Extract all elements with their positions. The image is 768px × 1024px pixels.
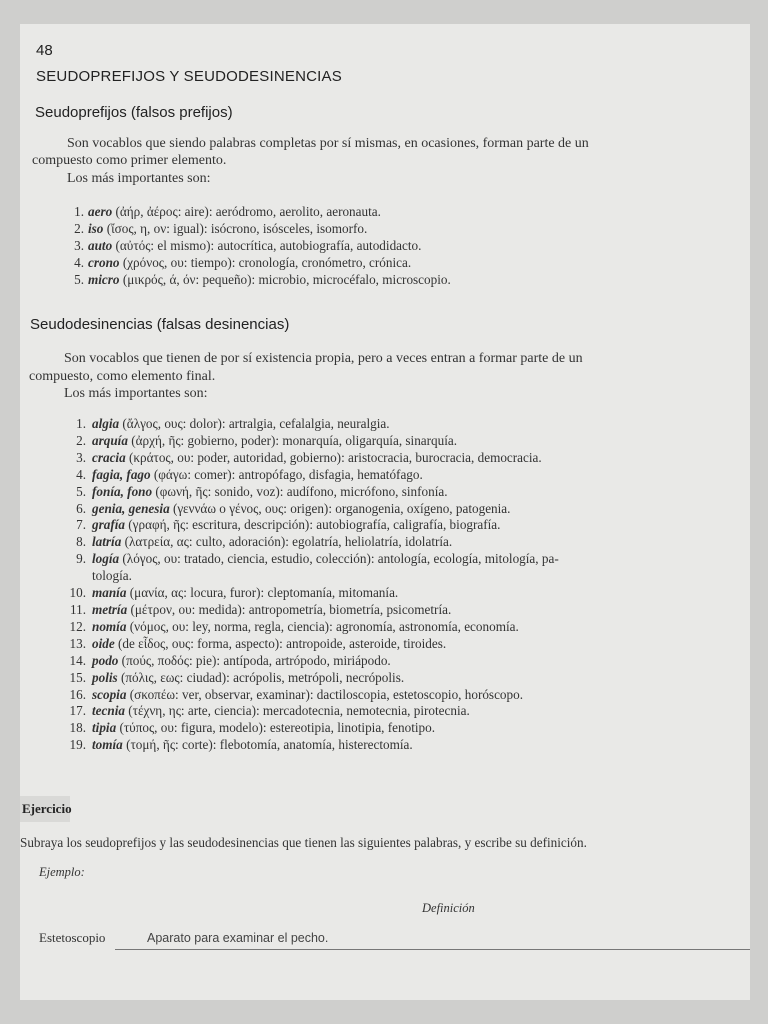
item-number: 1.	[74, 204, 84, 219]
item-definition: (de εἶδος, ους: forma, aspecto): antropoide, asteroide, tiroides.	[114, 635, 447, 651]
item-number: 4.	[74, 254, 84, 270]
item-number: 19.	[69, 737, 86, 753]
prefixes-intro-line-2: compuesto como primer elemento.	[32, 153, 227, 168]
suffixes-intro-line-1: Son vocablos que tienen de por sí existencia propia, pero a veces entran a formar parte de un	[64, 351, 583, 366]
item-term: tecnia	[92, 703, 125, 719]
item-term: grafía	[92, 517, 125, 533]
item-term: tipia	[92, 720, 117, 736]
item-term: iso	[88, 220, 104, 236]
item-definition: (σκοπέω: ver, observar, examinar): dactiloscopia, estetoscopio, horóscopo.	[126, 686, 523, 702]
item-number: 1.	[76, 416, 86, 431]
list-item	[50, 450, 559, 467]
list-item	[50, 467, 559, 484]
item-term: latría	[92, 534, 122, 550]
list-item	[50, 501, 559, 518]
section-title: SEUDOPREFIJOS Y SEUDODESINENCIAS	[36, 68, 342, 85]
item-term: algia	[92, 416, 120, 431]
item-term: micro	[88, 271, 120, 287]
item-term: fagia, fago	[92, 466, 151, 482]
list-item	[50, 416, 559, 433]
list-item	[66, 221, 451, 238]
list-item	[66, 255, 451, 272]
item-definition: (τέχνη, ης: arte, ciencia): mercadotecnia, nemotecnia, pirotecnia.	[124, 703, 470, 719]
suffixes-intro-line-2: compuesto, como elemento final.	[29, 369, 216, 384]
item-term: tomía	[92, 737, 123, 753]
book-page	[20, 24, 750, 1000]
item-number: 8.	[76, 534, 86, 550]
item-number: 5.	[76, 483, 86, 499]
item-number: 10.	[69, 585, 86, 601]
item-term: manía	[92, 585, 127, 601]
item-definition: (κράτος, ου: poder, autoridad, gobierno): aristocracia, burocracia, democracia.	[125, 449, 542, 465]
item-number: 12.	[69, 618, 86, 634]
item-definition: (αὐτός: el mismo): autocrítica, autobiografía, autodidacto.	[112, 237, 422, 253]
prefixes-intro-line-1: Son vocablos que siendo palabras completas por sí mismas, en ocasiones, forman parte de un	[67, 136, 589, 151]
suffixes-list	[50, 416, 559, 754]
list-item	[50, 720, 559, 737]
item-term: podo	[92, 652, 119, 668]
prefixes-list	[66, 204, 451, 289]
item-number: 13.	[69, 635, 86, 651]
item-definition: (ἀήρ, ἀέρος: aire): aeródromo, aerolito, aeronauta.	[112, 204, 381, 219]
item-term: arquía	[92, 432, 128, 448]
prefixes-heading: Seudoprefijos (falsos prefijos)	[35, 104, 233, 121]
suffixes-intro-line-3: Los más importantes son:	[64, 386, 208, 401]
exercise-instruction: Subraya los seudoprefijos y las seudodesinencias que tienen las siguientes palabras, y escribe su definición.	[20, 835, 587, 850]
list-item	[50, 703, 559, 720]
item-number: 16.	[69, 686, 86, 702]
list-item	[66, 204, 451, 221]
item-term: genia, genesia	[92, 500, 170, 516]
item-term: logía	[92, 551, 120, 567]
item-number: 2.	[74, 220, 84, 236]
item-term: nomía	[92, 618, 127, 634]
item-term: auto	[88, 237, 113, 253]
item-number: 17.	[69, 703, 86, 719]
exercise-word: Estetoscopio	[39, 930, 106, 945]
item-definition: (χρόνος, ου: tiempo): cronología, cronómetro, crónica.	[119, 254, 412, 270]
item-number: 5.	[74, 271, 84, 287]
item-number: 7.	[76, 517, 86, 533]
definition-header: Definición	[422, 901, 475, 915]
item-definition: (μέτρον, ου: medida): antropometría, biometría, psicometría.	[127, 601, 452, 617]
list-item	[50, 433, 559, 450]
item-definition: (φωνή, ῆς: sonido, voz): audífono, micrófono, sinfonía.	[152, 483, 448, 499]
list-item	[50, 619, 559, 636]
item-definition: (ἴσος, η, ον: igual): isócrono, isósceles, isomorfo.	[103, 220, 368, 236]
item-number: 6.	[76, 500, 86, 516]
list-item	[50, 653, 559, 670]
example-answer: Aparato para examinar el pecho.	[147, 931, 329, 945]
item-number: 9.	[76, 551, 86, 567]
prefixes-intro-line-3: Los más importantes son:	[67, 171, 211, 186]
item-term: scopia	[92, 686, 127, 702]
list-item	[50, 687, 559, 704]
item-term: oide	[92, 635, 115, 651]
item-definition: (λατρεία, ας: culto, adoración): egolatría, heliolatría, idolatría.	[121, 534, 453, 550]
item-definition: (πόλις, εως: ciudad): acrópolis, metrópoli, necrópolis.	[117, 669, 405, 685]
list-item	[50, 551, 559, 568]
list-item	[50, 568, 559, 585]
item-definition: (μικρός, ά, όν: pequeño): microbio, microcéfalo, microscopio.	[119, 271, 451, 287]
item-definition: (μανία, ας: locura, furor): cleptomanía, mitomanía.	[126, 585, 399, 601]
item-number: 3.	[74, 237, 84, 253]
item-definition: (ἀρχή, ῆς: gobierno, poder): monarquía, oligarquía, sinarquía.	[127, 432, 458, 448]
item-number: 2.	[76, 432, 86, 448]
item-term: polis	[92, 669, 118, 685]
item-term: aero	[88, 204, 113, 219]
item-number: 11.	[70, 601, 86, 617]
item-definition: (νόμος, ου: ley, norma, regla, ciencia): agronomía, astronomía, economía.	[126, 618, 519, 634]
list-item	[50, 636, 559, 653]
page-number: 48	[36, 42, 53, 59]
item-term: crono	[88, 254, 120, 270]
exercise-label: Ejercicio	[22, 801, 72, 816]
item-definition: (τύπος, ου: figura, modelo): estereotipia, linotipia, fenotipo.	[116, 720, 436, 736]
item-number: 18.	[69, 720, 86, 736]
item-term: metría	[92, 601, 128, 617]
item-number: 3.	[76, 449, 86, 465]
list-item	[66, 238, 451, 255]
item-number: 4.	[76, 466, 86, 482]
list-item	[50, 484, 559, 501]
item-definition: (γεννάω o γένος, ους: origen): organogenia, oxígeno, patogenia.	[169, 500, 511, 516]
answer-line	[115, 949, 750, 950]
item-definition: (πούς, ποδός: pie): antípoda, artrópodo, miriápodo.	[118, 652, 391, 668]
list-item	[50, 534, 559, 551]
list-item	[50, 737, 559, 754]
list-item	[50, 670, 559, 687]
item-definition: tología.	[92, 568, 132, 584]
item-definition: (φάγω: comer): antropófago, disfagia, hematófago.	[150, 466, 423, 482]
item-number: 15.	[69, 669, 86, 685]
item-term: fonía, fono	[92, 483, 153, 499]
item-term: cracia	[92, 449, 126, 465]
item-definition: (γραφή, ῆς: escritura, descripción): autobiografía, caligrafía, biografía.	[124, 517, 501, 533]
example-label: Ejemplo:	[39, 865, 85, 879]
item-definition: (τομή, ῆς: corte): flebotomía, anatomía, histerectomía.	[122, 737, 413, 753]
list-item	[50, 602, 559, 619]
item-definition: (ἄλγος, ους: dolor): artralgia, cefalalgia, neuralgia.	[119, 416, 390, 431]
item-number: 14.	[69, 652, 86, 668]
list-item	[50, 585, 559, 602]
suffixes-heading: Seudodesinencias (falsas desinencias)	[30, 316, 290, 333]
item-definition: (λόγος, ου: tratado, ciencia, estudio, colección): antología, ecología, mitología, pa-	[119, 551, 559, 567]
list-item	[66, 272, 451, 289]
list-item	[50, 517, 559, 534]
